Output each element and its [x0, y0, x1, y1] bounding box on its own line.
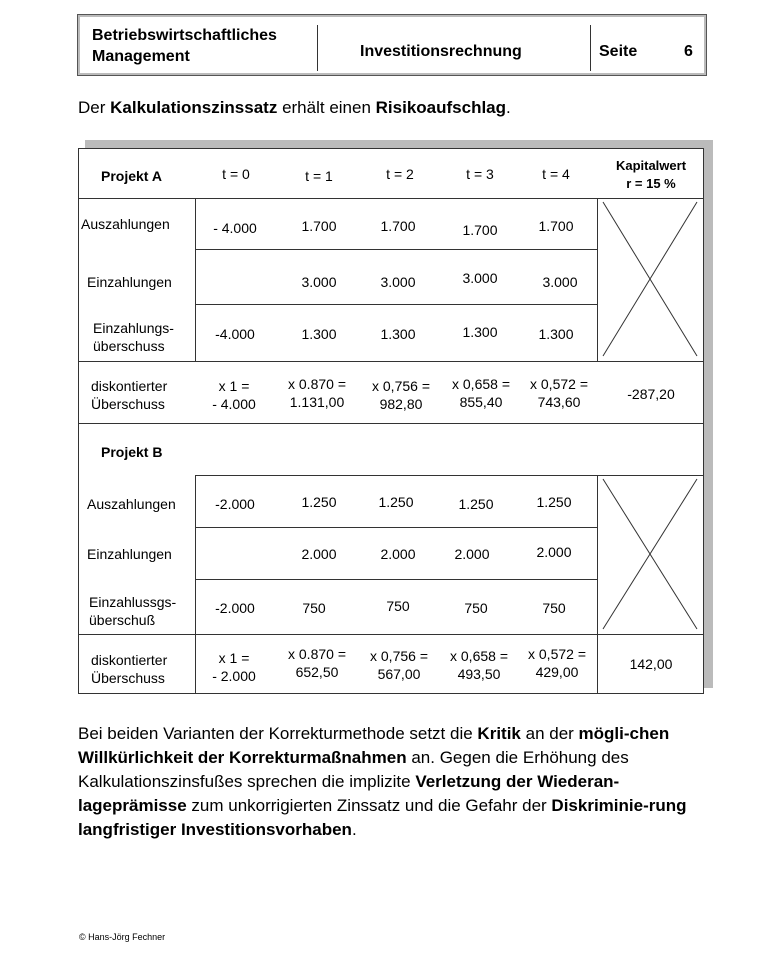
discounted-value: 982,80 [379, 396, 423, 412]
cell-a-ein-t1: 3.000 [301, 274, 337, 290]
copyright-footer: © Hans-Jörg Fechner [79, 932, 166, 942]
cell-b-aus-t0: -2.000 [215, 496, 255, 512]
discounted-value: 1.131,00 [289, 394, 345, 410]
body-text: an. Gegen die Erhöhung des Kalkulationszinsfußes sprechen die implizite [78, 748, 629, 791]
header-kapitalwert [599, 157, 703, 193]
discount-factor: x 1 = [218, 378, 250, 394]
cell-a-disk-t2 [359, 377, 443, 413]
discounted-value: 493,50 [457, 666, 501, 682]
kapitalwert-label: Kapitalwert [615, 158, 687, 173]
cell-a-ueb-t3: 1.300 [462, 324, 498, 340]
discount-factor: x 0,756 = [370, 648, 428, 664]
cell-a-aus-t4: 1.700 [538, 218, 574, 234]
course-title [92, 25, 277, 67]
column-divider [195, 198, 196, 361]
cell-a-disk-t1 [275, 375, 359, 411]
discounted-value: 652,50 [295, 664, 339, 680]
row-label-einzahlungen-a: Einzahlungen [87, 274, 172, 290]
discount-factor: x 0,658 = [450, 648, 508, 664]
cell-b-aus-t3: 1.250 [458, 496, 494, 512]
crossed-cell-a [597, 198, 703, 361]
body-bold-term: Verletzung der Wiederan-lageprämisse [78, 772, 620, 815]
row-divider [195, 304, 597, 305]
discount-factor: x 0.870 = [288, 646, 346, 662]
body-text: an der [520, 724, 579, 743]
intro-text: . [506, 98, 511, 117]
discounted-value: - 2.000 [212, 668, 256, 684]
cell-b-aus-t4: 1.250 [536, 494, 572, 510]
cell-b-ueb-t0: -2.000 [215, 600, 255, 616]
cell-b-ueb-t4: 750 [542, 600, 566, 616]
cell-a-disk-t3 [441, 375, 521, 411]
cell-b-ueb-t1: 750 [302, 600, 326, 616]
intro-bold-term: Kalkulationszinssatz [110, 98, 278, 117]
column-divider [195, 475, 196, 693]
discount-factor: x 0,572 = [530, 376, 588, 392]
discount-factor: x 0,658 = [452, 376, 510, 392]
cell-a-ueb-t2: 1.300 [380, 326, 416, 342]
discounted-value: - 4.000 [212, 396, 256, 412]
projekt-b-heading: Projekt B [101, 444, 163, 460]
row-divider [195, 579, 597, 580]
cell-a-ueb-t1: 1.300 [301, 326, 337, 342]
row-label-diskontiert-a [91, 377, 167, 413]
cell-a-ein-t4: 3.000 [542, 274, 578, 290]
cell-a-disk-t0 [197, 377, 271, 413]
crossed-cell-b [597, 475, 703, 634]
cell-b-ein-t4: 2.000 [536, 544, 572, 560]
row-divider [79, 361, 703, 362]
body-text: Bei beiden Varianten der Korrekturmethode setzt die [78, 724, 478, 743]
kapitalwert-rate: r = 15 % [626, 176, 676, 191]
header-t1: t = 1 [305, 168, 333, 184]
intro-sentence [78, 98, 511, 118]
body-bold-term: Kritik [477, 724, 521, 743]
header-t2: t = 2 [386, 166, 414, 182]
discounted-value: 567,00 [377, 666, 421, 682]
intro-text: erhält einen [277, 98, 376, 117]
topic-title: Investitionsrechnung [360, 43, 522, 60]
row-label-line: Einzahlussgs- [89, 594, 177, 610]
page-number: 6 [684, 43, 693, 60]
cell-a-ein-t2: 3.000 [380, 274, 416, 290]
cell-a-disk-t4 [519, 375, 599, 411]
discount-factor: x 0,756 = [372, 378, 430, 394]
header-t4: t = 4 [542, 166, 570, 182]
cell-b-aus-t1: 1.250 [301, 494, 337, 510]
cell-b-disk-t3 [439, 647, 519, 683]
row-label-line: überschuß [89, 612, 156, 628]
cell-a-aus-t1: 1.700 [301, 218, 337, 234]
cell-a-ueb-t0: -4.000 [215, 326, 255, 342]
cell-b-ein-t3: 2.000 [454, 546, 490, 562]
row-divider [79, 423, 703, 424]
cell-b-ein-t1: 2.000 [301, 546, 337, 562]
cell-a-ein-t3: 3.000 [462, 270, 498, 286]
row-label-auszahlungen-b: Auszahlungen [87, 496, 176, 512]
row-label-line: diskontierter [91, 652, 168, 668]
intro-text: Der [78, 98, 111, 117]
discounted-value: 855,40 [459, 394, 503, 410]
body-bold-term: Diskriminie-rung langfristiger Investitionsvorhaben [78, 796, 687, 839]
row-label-ueberschuss-b [89, 593, 176, 629]
row-label-line: Überschuss [91, 670, 165, 686]
row-label-ueberschuss-a [93, 319, 174, 355]
cell-a-aus-t2: 1.700 [380, 218, 416, 234]
header-t3: t = 3 [466, 166, 494, 182]
projekt-a-heading: Projekt A [101, 168, 162, 184]
discount-factor: x 1 = [218, 650, 250, 666]
header-t0: t = 0 [222, 166, 250, 182]
cell-b-ueb-t2: 750 [386, 598, 410, 614]
cell-b-ueb-t3: 750 [464, 600, 488, 616]
page-header [77, 14, 707, 76]
intro-bold-term: Risikoaufschlag [375, 98, 507, 117]
body-text: zum unkorrigierten Zinssatz und die Gefahr der [186, 796, 552, 815]
cell-a-aus-t0: - 4.000 [213, 220, 257, 236]
page-label: Seite [599, 43, 638, 60]
row-label-einzahlungen-b: Einzahlungen [87, 546, 172, 562]
row-label-line: überschuss [93, 338, 165, 354]
discount-factor: x 0.870 = [288, 376, 346, 392]
header-divider [590, 25, 591, 71]
criticism-paragraph [78, 722, 708, 842]
cell-b-disk-t1 [275, 645, 359, 681]
row-divider [195, 249, 597, 250]
course-title-line2: Management [92, 48, 190, 65]
row-divider [195, 527, 597, 528]
cell-b-disk-t0 [197, 649, 271, 685]
kapitalwert-a: -287,20 [627, 386, 675, 402]
cell-b-disk-t2 [357, 647, 441, 683]
row-label-line: Einzahlungs- [93, 320, 174, 336]
header-divider [317, 25, 318, 71]
discount-factor: x 0,572 = [528, 646, 586, 662]
discounted-value: 429,00 [535, 664, 579, 680]
cell-b-aus-t2: 1.250 [378, 494, 414, 510]
body-text: . [351, 820, 357, 839]
cell-a-aus-t3: 1.700 [462, 222, 498, 238]
row-label-line: Überschuss [91, 396, 165, 412]
row-label-auszahlungen-a: Auszahlungen [81, 216, 170, 232]
body-bold-term: mögli-chen Willkürlichkeit der Korrekturmaßnahmen [78, 724, 670, 767]
row-divider [79, 634, 703, 635]
discounted-value: 743,60 [537, 394, 581, 410]
cell-b-ein-t2: 2.000 [380, 546, 416, 562]
row-label-line: diskontierter [91, 378, 168, 394]
row-label-diskontiert-b [91, 651, 167, 687]
cell-b-disk-t4 [517, 645, 597, 681]
cell-a-ueb-t4: 1.300 [538, 326, 574, 342]
kapitalwert-b: 142,00 [629, 656, 673, 672]
course-title-line1: Betriebswirtschaftliches [92, 27, 277, 44]
investment-table [78, 148, 704, 694]
